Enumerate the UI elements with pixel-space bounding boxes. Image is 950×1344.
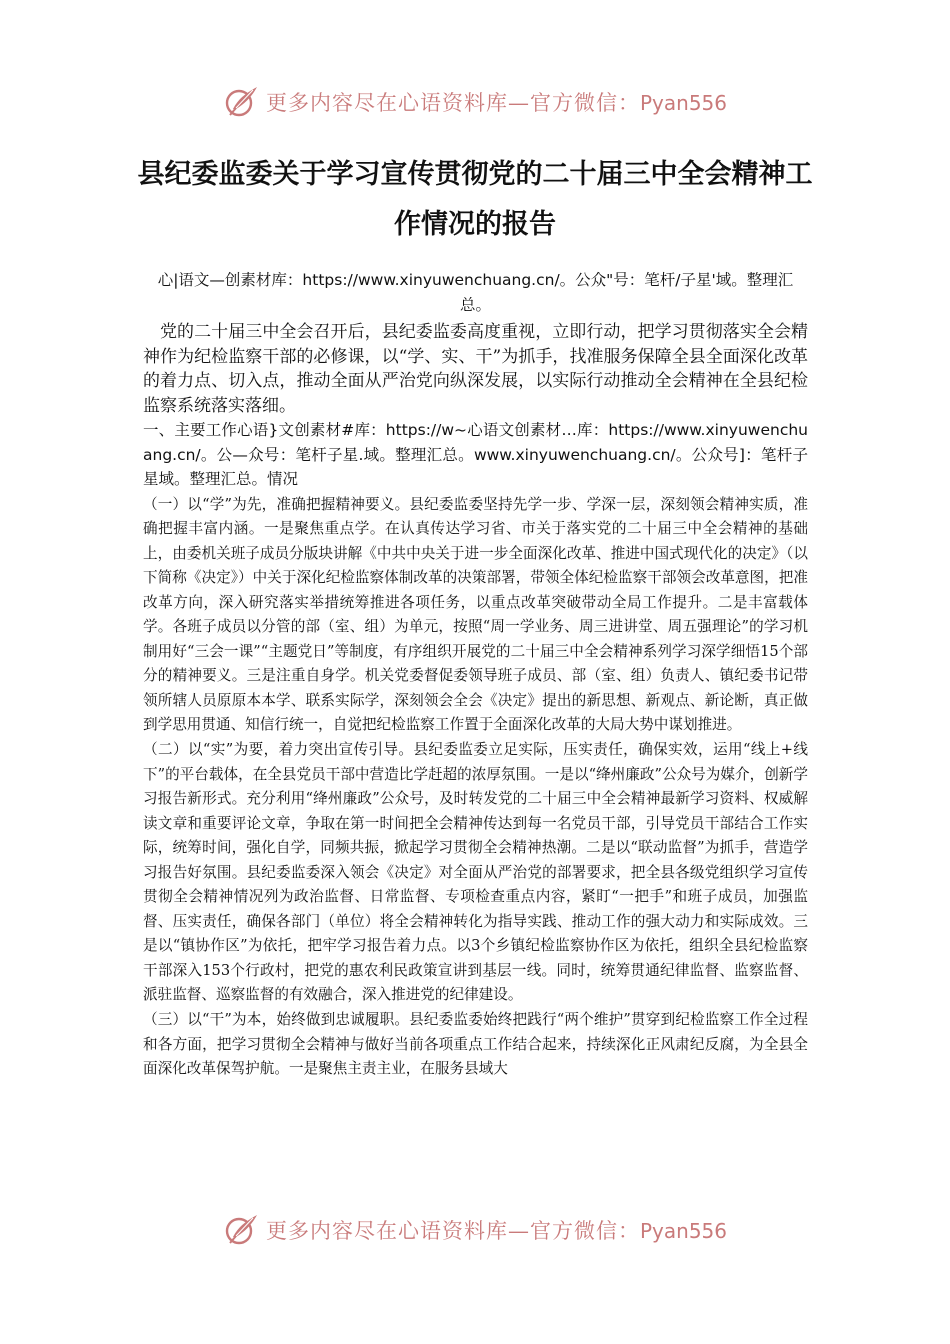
source-line: 心|语文—创素材库：https://www.xinyuwenchuang.cn/。公众"号：笔杆/子星'域。整理汇总。 (157, 271, 794, 314)
banner-text (266, 87, 727, 117)
footer-banner (224, 1210, 744, 1250)
paragraph-practice: （二）以“实”为要，着力突出宣传引导。县纪委监委立足实际，压实责任，确保实效，运用“线上+线下”的平台载体，在全县党员干部中营造比学赶超的浓厚氛围。一是以“绛州廉政”公众号为媒介，创新学习报告新形式。充分利用“绛州廉政”公众号，及时转发党的二十届三中全会精神最新学习资料、权威解读文章和重要评论文章，争取在第一时间把全会精神传达到每一名党员干部，引导党员干部结合工作实际，统筹时间，强化自学，同频共振，掀起学习贯彻全会精神热潮。二是以“联动监督”为抓手，营造学习报告好氛围。县纪委监委深入领会《决定》对全面从严治党的部署要求，把全县各级党组织学习宣传贯彻全会精神情况列为政治监督、日常监督、专项检查重点内容，紧盯“一把手”和班子成员，加强监督、压实责任，确保各部门（单位）将全会精神转化为指导实践、推动工作的强大动力和实际成效。三是以“镇协作区”为依托，把牢学习报告着力点。以3个乡镇纪检监察协作区为依托，组织全县纪检监察干部深入153个行政村，把党的惠农利民政策宣讲到基层一线。同时，统筹贯通纪律监督、监察监督、派驻监督、巡察监督的有效融合，深入推进党的纪律建设。 (143, 740, 808, 1004)
document-body (143, 268, 808, 1082)
feather-logo-icon (224, 84, 260, 120)
banner-wechat-id: Pyan556 (640, 91, 728, 115)
document-title: 县纪委监委关于学习宣传贯彻党的二十届三中全会精神工作情况的报告 (137, 159, 813, 240)
banner-text (266, 1215, 727, 1245)
paragraph-study: （一）以“学”为先，准确把握精神要义。县纪委监委坚持先学一步、学深一层，深刻领会精神实质，准确把握丰富内涵。一是聚焦重点学。在认真传达学习省、市关于落实党的二十届三中全会精神的基础上，由委机关班子成员分版块讲解《中共中央关于进一步全面深化改革、推进中国式现代化的决定》（以下简称《决定》）中关于深化纪检监察体制改革的决策部署，带领全体纪检监察干部领会改革意图，把准改革方向，深入研究落实举措统筹推进各项任务，以重点改革突破带动全局工作提升。二是丰富载体学。各班子成员以分管的部（室、组）为单元，按照“周一学业务、周三进讲堂、周五强理论”的学习机制用好“三会一课”“主题党日”等制度，有序组织开展党的二十届三中全会精神系列学习深学细悟15个部分的精神要义。三是注重自身学。机关党委督促委领导班子成员、部（室、组）负责人、镇纪委书记带领所辖人员原原本本学、联系实际学，深刻领会全会《决定》提出的新思想、新观点、新论断，真正做到学思用贯通、知信行统一，自觉把纪检监察工作置于全面深化改革的大局大势中谋划推进。 (143, 495, 808, 734)
intro-paragraph: 党的二十届三中全会召开后，县纪委监委高度重视，立即行动，把学习贯彻落实全会精神作为纪检监察干部的必修课，以“学、实、干”为抓手，找准服务保障全县全面深化改革的着力点、切入点，推动全面从严治党向纵深发展，以实际行动推动全会精神在全县纪检监察系统落实落细。 (143, 322, 808, 416)
banner-wechat-id: Pyan556 (640, 1219, 728, 1243)
banner-label: 更多内容尽在心语资料库—官方微信： (266, 91, 640, 115)
banner-label: 更多内容尽在心语资料库—官方微信： (266, 1219, 640, 1243)
header-banner (224, 82, 744, 122)
feather-logo-icon (224, 1212, 260, 1248)
paragraph-action: （三）以“干”为本，始终做到忠诚履职。县纪委监委始终把践行“两个维护”贯穿到纪检监察工作全过程和各方面，把学习贯彻全会精神与做好当前各项重点工作结合起来，持续深化正风肃纪反腐，为全县全面深化改革保驾护航。一是聚焦主责主业，在服务县域大 (143, 1010, 808, 1078)
section-heading: 一、主要工作心语}文创素材#库：https://w~心语文创素材…库：https://www.xinyuwenchuang.cn/。公—众号：笔杆子星.域。整理汇总。www.xinyuwenchuang.cn/。公众号]：笔杆子星域。整理汇总。情况 (143, 421, 808, 488)
